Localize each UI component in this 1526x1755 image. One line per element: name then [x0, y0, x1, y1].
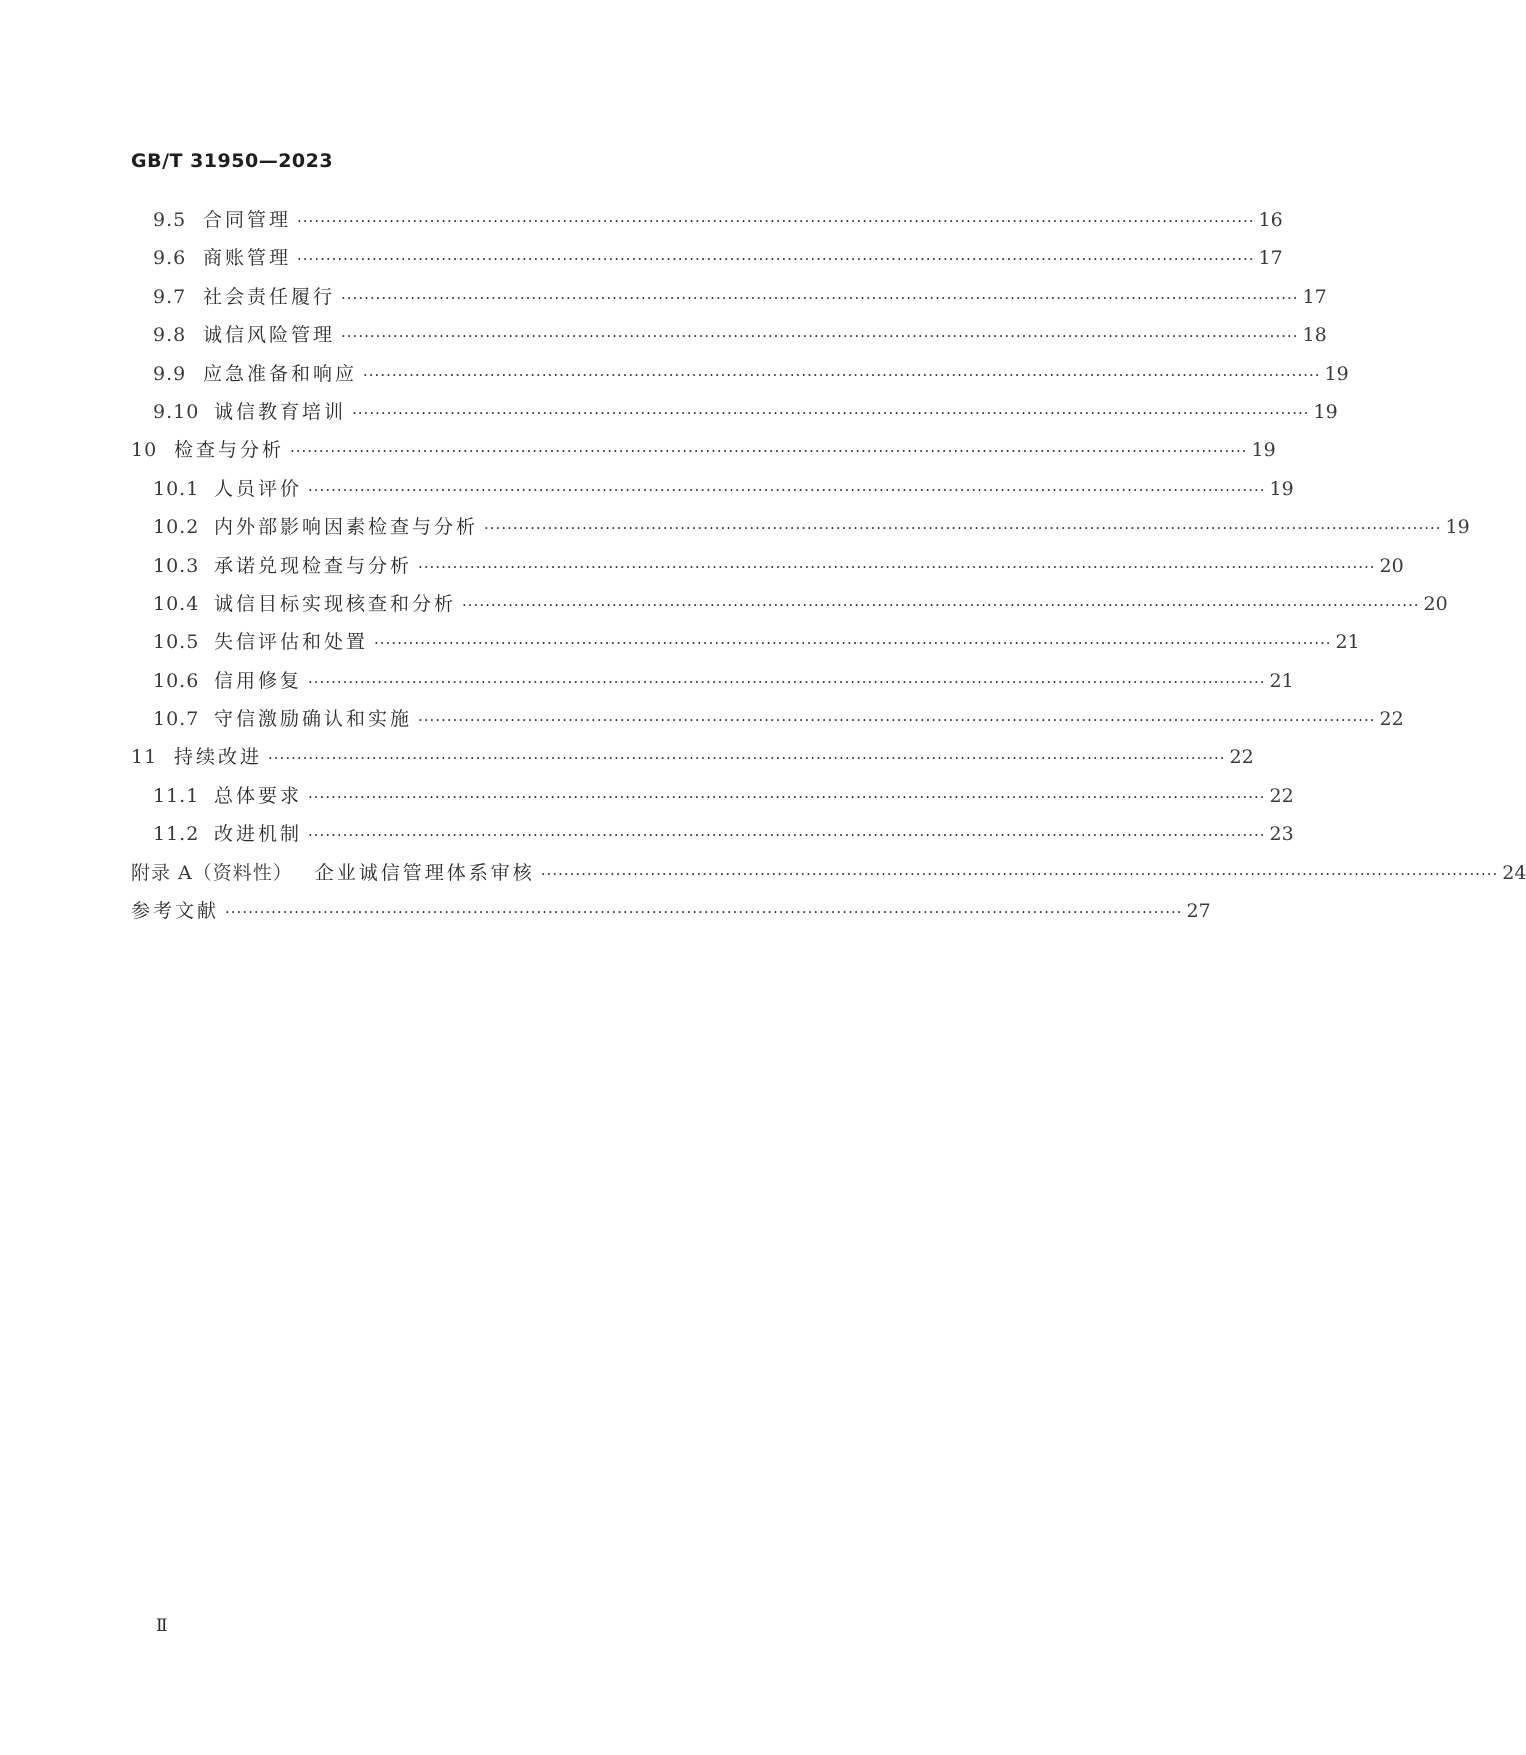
toc-entry[interactable]: [131, 623, 1360, 661]
dot-leader: ······································································································································································: [341, 327, 1299, 346]
toc-entry-title: 总体要求: [214, 784, 303, 807]
toc-entry[interactable]: [131, 431, 1276, 469]
dot-leader: ······································································································································································: [308, 672, 1266, 691]
toc-entry[interactable]: [131, 278, 1327, 316]
toc-entry-title: 诚信风险管理: [203, 324, 336, 347]
toc-entry[interactable]: [131, 470, 1294, 508]
toc-entry-page: 21: [1335, 631, 1360, 654]
dot-leader: ······································································································································································: [297, 250, 1255, 269]
toc-entry[interactable]: [131, 316, 1327, 354]
toc-entry-page: 22: [1229, 746, 1254, 769]
toc-entry-number: 10: [131, 439, 158, 462]
toc-entry-page: 23: [1269, 823, 1294, 846]
toc-entry-title: 承诺兑现检查与分析: [214, 554, 413, 577]
toc-entry-page: 17: [1258, 247, 1283, 270]
dot-leader: ······································································································································································: [308, 480, 1266, 499]
toc-entry[interactable]: [131, 738, 1254, 776]
toc-entry-page: 19: [1251, 439, 1276, 462]
toc-entry-number: 10.1: [153, 477, 200, 500]
toc-entry-page: 19: [1445, 516, 1470, 539]
toc-entry-page: 24: [1502, 861, 1526, 884]
dot-leader: ······································································································································································: [484, 519, 1442, 538]
dot-leader: ······································································································································································: [341, 288, 1299, 307]
toc-entry-page: 16: [1258, 209, 1283, 231]
toc-entry[interactable]: [131, 700, 1404, 738]
table-of-contents: [131, 201, 1526, 930]
toc-entry-number: 10.4: [153, 592, 200, 615]
toc-entry-appendix[interactable]: [131, 854, 1526, 892]
toc-entry-title: 商账管理: [203, 247, 292, 270]
toc-entry-page: 19: [1313, 400, 1338, 423]
toc-entry-title: 诚信教育培训: [214, 400, 347, 423]
toc-entry[interactable]: [131, 239, 1283, 277]
toc-entry[interactable]: [131, 547, 1404, 585]
toc-entry-number: 10.6: [153, 669, 200, 692]
toc-entry-title: 守信激励确认和实施: [214, 708, 413, 731]
toc-entry-number: 11.1: [153, 784, 200, 807]
dot-leader: ······································································································································································: [374, 634, 1332, 653]
toc-entry-number: 9.8: [153, 324, 187, 347]
toc-entry-number: 附录 A（资料性）: [131, 861, 293, 884]
toc-entry-title: 持续改进: [174, 746, 263, 769]
toc-entry-title: 检查与分析: [174, 439, 285, 462]
dot-leader: ······································································································································································: [352, 403, 1310, 422]
toc-entry-page: 22: [1269, 784, 1294, 807]
toc-entry-title: 信用修复: [214, 669, 303, 692]
toc-entry[interactable]: [131, 393, 1338, 431]
toc-entry[interactable]: [131, 201, 1283, 239]
toc-entry-number: 10.7: [153, 708, 200, 731]
toc-entry-number: 9.10: [153, 400, 200, 423]
toc-entry[interactable]: [131, 777, 1294, 815]
dot-leader: ······································································································································································: [290, 442, 1248, 461]
toc-entry-title: 诚信目标实现核查和分析: [214, 592, 457, 615]
standard-code: GB/T 31950—2023: [131, 150, 334, 172]
toc-entry-page: 27: [1186, 900, 1211, 923]
toc-entry-number: 9.5: [153, 209, 187, 231]
dot-leader: ······································································································································································: [418, 557, 1376, 576]
toc-entry-title: 社会责任履行: [203, 285, 336, 308]
dot-leader: ······································································································································································: [462, 595, 1420, 614]
toc-entry[interactable]: [131, 585, 1448, 623]
toc-entry-title: 参考文献: [131, 900, 220, 923]
toc-entry-number: 10.3: [153, 554, 200, 577]
toc-entry-page: 17: [1302, 285, 1327, 308]
toc-entry-page: 21: [1269, 669, 1294, 692]
toc-entry-title: 内外部影响因素检查与分析: [214, 516, 479, 539]
toc-entry-number: 11.2: [153, 823, 200, 846]
dot-leader: ······································································································································································: [268, 749, 1226, 768]
toc-entry-page: 18: [1302, 324, 1327, 347]
toc-entry-page: 22: [1379, 708, 1404, 731]
dot-leader: ······································································································································································: [308, 826, 1266, 845]
toc-entry-number: 11: [131, 746, 158, 769]
toc-entry-bibliography[interactable]: [131, 892, 1211, 930]
toc-entry-page: 20: [1379, 554, 1404, 577]
toc-entry-title: 改进机制: [214, 823, 303, 846]
toc-entry[interactable]: [131, 508, 1470, 546]
toc-entry-number: 10.5: [153, 631, 200, 654]
toc-entry[interactable]: [131, 815, 1294, 853]
toc-entry-title: 合同管理: [203, 209, 292, 231]
dot-leader: ······································································································································································: [308, 787, 1266, 806]
toc-entry-title: 失信评估和处置: [214, 631, 369, 654]
dot-leader: ······································································································································································: [297, 212, 1255, 230]
toc-entry-title: 企业诚信管理体系审核: [314, 861, 535, 884]
toc-entry-number: 9.7: [153, 285, 187, 308]
toc-entry[interactable]: [131, 355, 1349, 393]
toc-entry-page: 19: [1269, 477, 1294, 500]
toc-entry[interactable]: [131, 662, 1294, 700]
toc-entry-page: 19: [1324, 362, 1349, 385]
dot-leader: ······································································································································································: [418, 711, 1376, 730]
dot-leader: ······································································································································································: [225, 903, 1183, 922]
toc-entry-number: 9.6: [153, 247, 187, 270]
toc-entry-number: 9.9: [153, 362, 187, 385]
toc-entry-title: 人员评价: [214, 477, 303, 500]
toc-entry-page: 20: [1423, 592, 1448, 615]
toc-entry-number: 10.2: [153, 516, 200, 539]
dot-leader: ······································································································································································: [363, 365, 1321, 384]
dot-leader: ······································································································································································: [540, 864, 1499, 883]
toc-entry-title: 应急准备和响应: [203, 362, 358, 385]
page-number: Ⅱ: [156, 1616, 168, 1636]
